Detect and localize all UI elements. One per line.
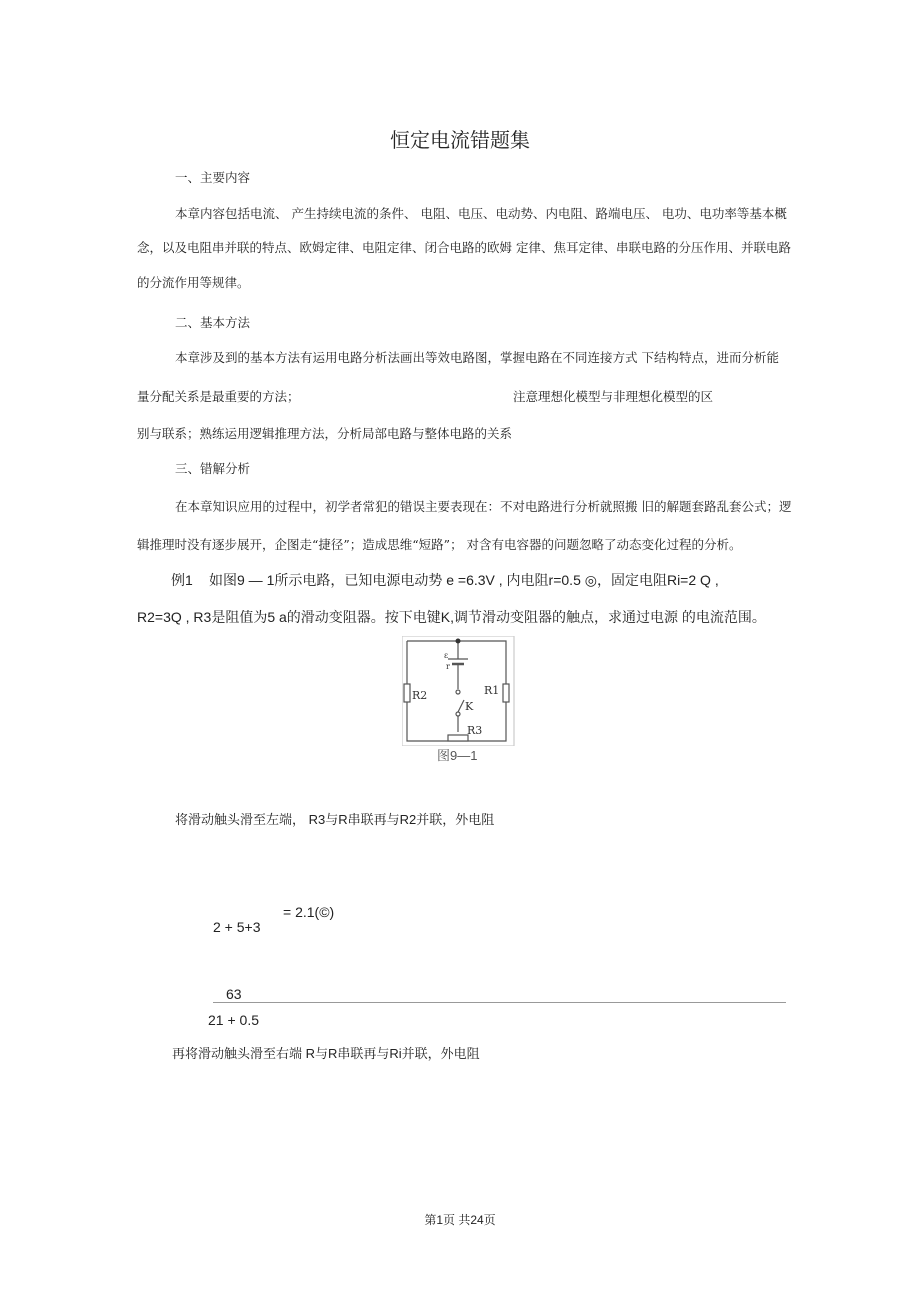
internal-resistance-label: r <box>446 662 450 671</box>
paragraph-line: 念，以及电阻串并联的特点、欧姆定律、电阻定律、闭合电路的欧姆 定律、焦耳定律、串联电路的分压作用、并联电路 <box>137 240 791 255</box>
fraction-line <box>213 1002 786 1003</box>
paragraph-line: 的分流作用等规律。 <box>137 275 250 290</box>
solution-text: 将滑动触头滑至左端， R3与R串联再与R2并联，外电阻 <box>175 812 495 827</box>
section-heading: 一、主要内容 <box>175 170 251 185</box>
section-heading: 二、基本方法 <box>175 315 251 330</box>
section-heading: 三、错解分析 <box>175 461 251 476</box>
r2-label: R2 <box>412 689 428 702</box>
page-footer: 第1页 共24页 <box>424 1213 496 1227</box>
paragraph-line: 辑推理时没有逐步展开，企图走“捷径”；造成思维“短路”； 对含有电容器的问题忽略了动态变化过程的分析。 <box>137 537 742 552</box>
equation-numerator: 63 <box>226 986 242 1002</box>
r1-label: R1 <box>484 684 500 697</box>
equation-denominator: 21 + 0.5 <box>208 1012 259 1028</box>
page-title: 恒定电流错题集 <box>390 128 530 152</box>
equation-result: = 2.1(©) <box>283 904 335 920</box>
example-label: 例1 <box>171 572 193 588</box>
r3-label: R3 <box>467 724 483 737</box>
emf-label: ε <box>444 651 449 660</box>
paragraph-line: 本章内容包括电流、 产生持续电流的条件、 电阻、电压、电动势、内电阻、路端电压、 电功、电功率等基本概 <box>175 206 787 221</box>
paragraph-line: 别与联系；熟练运用逻辑推理方法，分析局部电路与整体电路的关系 <box>137 426 513 441</box>
paragraph-line: 注意理想化模型与非理想化模型的区 <box>513 389 714 404</box>
paragraph-line: 在本章知识应用的过程中，初学者常犯的错误主要表现在：不对电路进行分析就照搬 旧的解题套路乱套公式；逻 <box>175 499 792 514</box>
circuit-diagram <box>402 636 515 746</box>
switch-label: K <box>465 700 474 713</box>
paragraph-line: 量分配关系是最重要的方法； <box>137 389 300 404</box>
example-text: 如图9 — 1所示电路，已知电源电动势 e =6.3V , 内电阻r=0.5 ◎，固定电阻Ri=2 Q , <box>209 572 719 588</box>
example-text: R2=3Q , R3是阻值为5 a的滑动变阻器。按下电键K,调节滑动变阻器的触点，求通过电源 的电流范围。 <box>137 609 766 625</box>
paragraph-line: 本章涉及到的基本方法有运用电路分析法画出等效电路图，掌握电路在不同连接方式 下结构特点，进而分析能 <box>175 350 779 365</box>
equation-denominator: 2 + 5+3 <box>213 919 261 935</box>
figure-caption: 图9—1 <box>437 748 478 763</box>
solution-text: 再将滑动触头滑至右端 R与R串联再与Ri并联，外电阻 <box>172 1046 480 1061</box>
